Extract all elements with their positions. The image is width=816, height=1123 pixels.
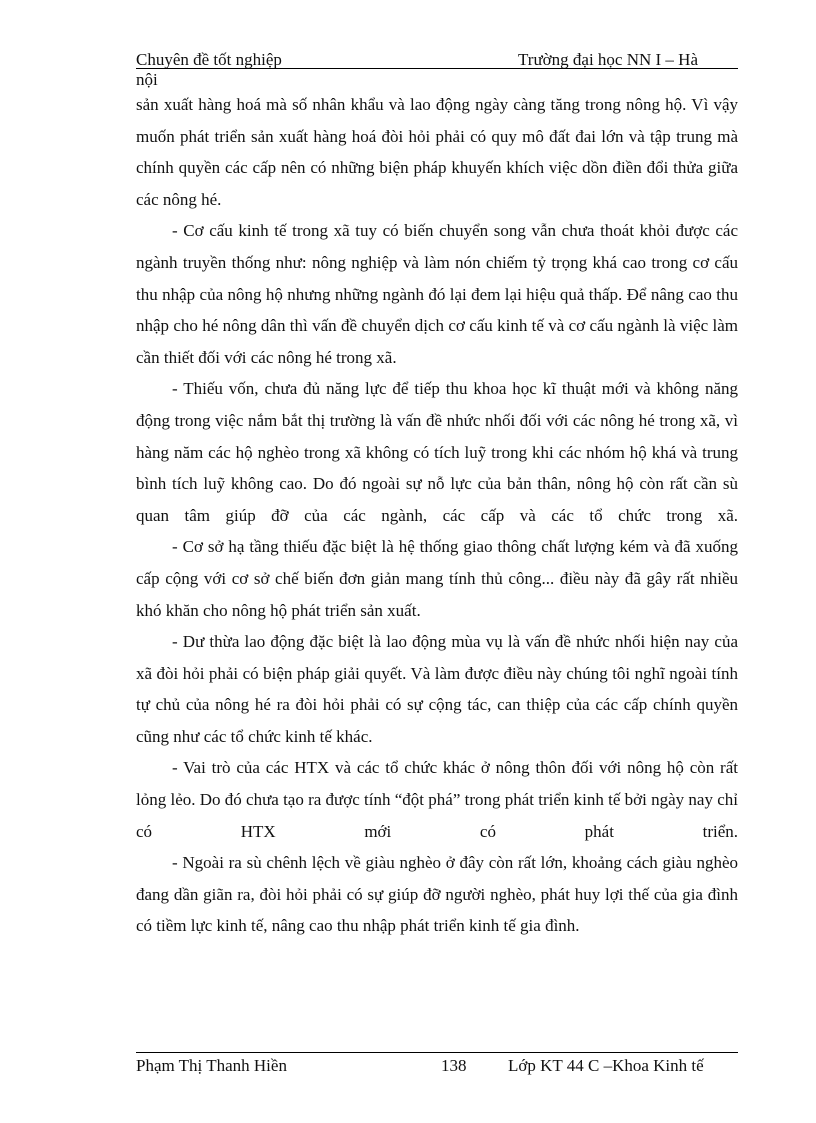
footer-class-info: Lớp KT 44 C –Khoa Kinh tế — [508, 1056, 704, 1075]
document-body — [136, 89, 738, 942]
paragraph-capital-shortage: - Thiếu vốn, chưa đủ năng lực để tiếp thu khoa học kĩ thuật mới và không năng động trong việc nắm bắt thị trường là vấn đề nhức nhối đối với các nông hé trong xã, vì hàng năm các hộ nghèo trong xã không có tích luỹ trong khi các nhóm hộ khá và trung bình tích luỹ không cao. Do đó ngoài sự nỗ lực của bản thân, nông hộ còn rất cần sù quan tâm giúp đỡ của các ngành, các cấp và các tổ chức trong xã. — [136, 379, 738, 525]
footer-rule — [136, 1052, 738, 1053]
header-rule — [136, 68, 738, 69]
header-university-continued: nội — [136, 70, 158, 89]
paragraph-economic-structure: - Cơ cấu kinh tế trong xã tuy có biến chuyển song vẫn chưa thoát khỏi được các ngành truyền thống như: nông nghiệp và làm nón chiếm tỷ trọng khá cao trong cơ cấu thu nhập của nông hộ nhưng những ngành đó lại đem lại hiệu quả thấp. Để nâng cao thu nhập cho hé nông dân thì vấn đề chuyển dịch cơ cấu kinh tế và cơ cấu ngành là việc làm cần thiết đối với các nông hé trong xã. — [136, 221, 738, 367]
paragraph-infrastructure: - Cơ sở hạ tầng thiếu đặc biệt là hệ thống giao thông chất lượng kém và đã xuống cấp cộng với cơ sở chế biến đơn giản mang tính thủ công... điều này đã gây rất nhiều khó khăn cho nông hộ phát triển sản xuất. — [136, 537, 738, 620]
paragraph-cooperatives: - Vai trò của các HTX và các tổ chức khác ở nông thôn đối với nông hộ còn rất lỏng lẻo. Do đó chưa tạo ra được tính “đột phá” trong phát triển kinh tế bởi ngày nay chỉ có HTX mới có phát triển. — [136, 758, 738, 841]
paragraph-continuation: sản xuất hàng hoá mà số nhân khẩu và lao động ngày càng tăng trong nông hộ. Vì vậy muốn phát triển sản xuất hàng hoá đòi hỏi phải có quy mô đất đai lớn và tập trung mà chính quyền các cấp nên có những biện pháp khuyến khích việc dồn điền đổi thửa giữa các nông hé. — [136, 95, 738, 209]
header-title: Chuyên đề tốt nghiệp — [136, 50, 282, 69]
page-footer — [136, 1052, 738, 1076]
page-number: 138 — [441, 1056, 467, 1075]
paragraph-labor-surplus: - Dư thừa lao động đặc biệt là lao động mùa vụ là vấn đề nhức nhối hiện nay của xã đòi hỏi phải có biện pháp giải quyết. Và làm được điều này chúng tôi nghĩ ngoài tính tự chủ của nông hé ra đòi hỏi phải có sự cộng tác, can thiệp của các cấp chính quyền cũng như các tổ chức kinh tế khác. — [136, 632, 738, 746]
header-university: Trường đại học NN I – Hà — [518, 50, 699, 69]
paragraph-wealth-gap: - Ngoài ra sù chênh lệch về giàu nghèo ở đây còn rất lớn, khoảng cách giàu nghèo đang dần giãn ra, đòi hỏi phải có sự giúp đỡ người nghèo, phát huy lợi thế của gia đình có tiềm lực kinh tế, nâng cao thu nhập phát triển kinh tế gia đình. — [136, 853, 738, 936]
footer-author: Phạm Thị Thanh Hiền — [136, 1056, 287, 1075]
page-header — [136, 50, 738, 70]
